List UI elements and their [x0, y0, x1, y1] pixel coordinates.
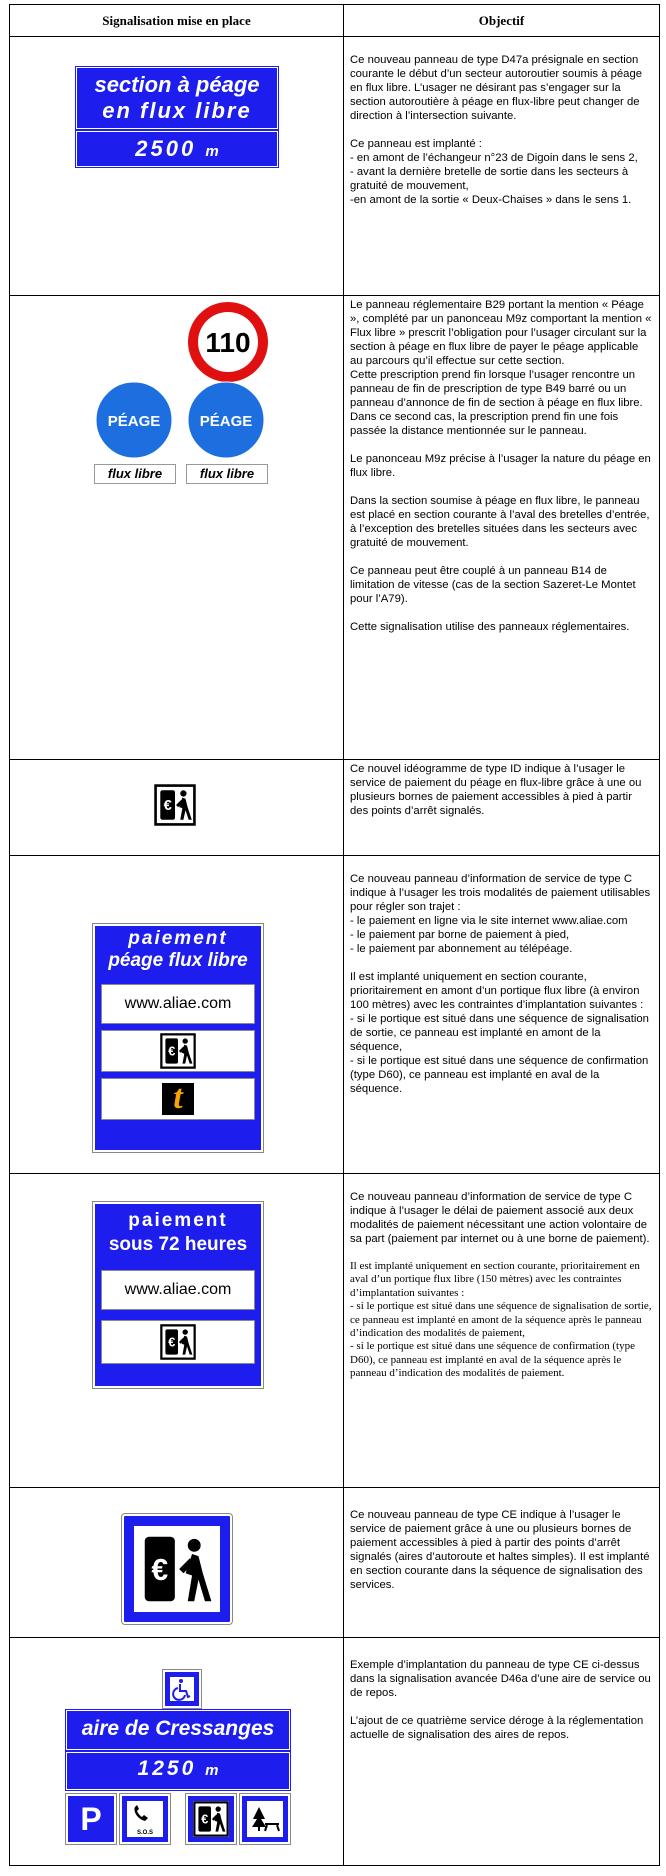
objectif-paragraph: Ce panneau peut être couplé à un panneau B14 de limitation de vitesse (cas de la section Sazeret-Le Montet pour l’A79). [350, 565, 636, 605]
objectif-paragraph: Il est implanté uniquement en section courante, prioritairement en aval d’un portique flux libre (150 mètres) avec les contraintes d’implantation suivantes : - si le portique est situé dans une séquence de signalisation de sortie, ce panneau est implanté en amont de la séquence après le panneau d’indication des modalités de paiement, - si le portique est situé dans une séquence de confirmation (type D60), ce panneau est implanté en aval de la séquence après le panneau d’indication des modalités de paiement. [350, 1260, 652, 1380]
header-signalisation: Signalisation mise en place [10, 5, 344, 37]
table-row [10, 296, 660, 760]
accessibility-sign [163, 1670, 201, 1708]
sign-cell-c-72h [10, 1174, 344, 1488]
c-paiement-line1: paiement [128, 928, 228, 949]
table-row [10, 1174, 660, 1488]
url-text: www.aliae.com [124, 1281, 232, 1298]
d47a-line2: en flux libre [102, 98, 252, 123]
flux-libre-label: flux libre [199, 466, 255, 481]
picnic-service-sign [240, 1794, 290, 1844]
url-box [101, 1270, 255, 1310]
objectif-paragraph: Le panneau réglementaire B29 portant la mention « Péage », complété par un panonceau M9z comportant la mention « Flux libre » prescrit l’obligation pour l’usager circulant sur la section à péage en flux libre de payer le péage applicable au parcours qu’il effectue sur cette section. Cette prescription prend fin lorsque l’usager rencontre un panneau de fin de prescription de type B49 barré ou un panneau d’annonce de fin de section à péage en flux libre. Dans ce second cas, la prescription prend fin une fois passée la distance mentionnée sur le panneau. [350, 299, 652, 437]
table-row [10, 37, 660, 296]
speed-limit-110-sign [186, 300, 270, 384]
pay-inner [193, 1801, 229, 1837]
ce-sign-inner [134, 1526, 220, 1612]
d46a-name-plate [66, 1710, 290, 1750]
table-header-row [10, 5, 660, 37]
sos-service-sign [120, 1794, 170, 1844]
d46a-distance-plate [66, 1752, 290, 1790]
d47a-sign-top [76, 67, 278, 129]
c-72h-line2: sous 72 heures [108, 1234, 248, 1255]
pay-terminal-ideogram-icon [160, 1033, 196, 1069]
d47a-distance-line [77, 136, 277, 162]
objectif-paragraph: Ce nouveau panneau de type D47a présignale en section courante le début d’un secteur autoroutier soumis à péage en flux libre. L’usager ne désirant pas s’engager sur la section autoroutière à péage en flux-libre peut changer de direction à l’intersection suivante. [350, 54, 643, 122]
objectif-cell [344, 1174, 660, 1488]
picnic-inner [247, 1801, 283, 1837]
c-72h-sign [93, 1202, 263, 1388]
pay-terminal-ideogram-icon [193, 1801, 229, 1837]
wheelchair-icon [170, 1677, 194, 1701]
pay-service-sign [186, 1794, 236, 1844]
accessibility-inner [170, 1677, 194, 1701]
objectif-cell [344, 1488, 660, 1638]
ce-sign [122, 1514, 232, 1624]
parking-letter: P [80, 1801, 102, 1837]
sos-label: S.O.S [136, 1830, 153, 1836]
objectif-paragraph: Ce nouveau panneau d’information de service de type C indique à l’usager les trois modalités de paiement utilisables pour régler son trajet : - le paiement en ligne via le site internet www.aliae.com - le paiement par borne de paiement à pied, - le paiement par abonnement au télépéage. [350, 873, 651, 955]
pay-terminal-ideogram-icon [160, 1324, 196, 1360]
sign-cell-c-paiement [10, 856, 344, 1174]
sign-cell-d47a [10, 37, 344, 296]
objectif-cell [344, 37, 660, 296]
telepeage-t-icon [162, 1079, 194, 1116]
objectif-cell [344, 296, 660, 760]
table-row [10, 1488, 660, 1638]
objectif-paragraph: Ce nouveau panneau d’information de service de type C indique à l’usager le délai de paiement associé aux deux modalités de paiement nécessitant une action volontaire de sa part (paiement par internet ou à une borne de paiement). [350, 1191, 650, 1245]
peage-sign-left [94, 380, 174, 460]
parking-service-sign [66, 1794, 116, 1844]
d47a-sign-distance [76, 131, 278, 167]
svg-text:€: € [151, 1553, 169, 1587]
objectif-paragraph: Dans la section soumise à péage en flux libre, le panneau est placé en section courante à l’aval des bretelles d’entrée, à l’exception des bretelles situées dans les secteurs avec gratuité de mouvement. [350, 495, 650, 549]
m9z-plate-left [94, 464, 176, 484]
d46a-unit: m [205, 1762, 219, 1779]
telepeage-t-letter: t [173, 1079, 183, 1116]
header-objectif: Objectif [344, 5, 660, 37]
objectif-paragraph: Cette signalisation utilise des panneaux réglementaires. [350, 621, 630, 633]
peage-sign-right [186, 380, 266, 460]
d47a-unit: m [205, 143, 219, 160]
ideogram-box [101, 1320, 255, 1364]
objectif-cell [344, 1638, 660, 1866]
flux-libre-label: flux libre [107, 466, 163, 481]
objectif-cell [344, 856, 660, 1174]
objectif-paragraph: Ce panneau est implanté : - en amont de l’échangeur n°23 de Digoin dans le sens 2, - avant la dernière bretelle de sortie dans les secteurs à gratuité de mouvement, -en amont de la sortie « Deux-Chaises » dans le sens 1. [350, 138, 638, 206]
ideogram-box [101, 1030, 255, 1072]
objectif-paragraph: Il est implanté uniquement en section courante, prioritairement en amont d’un portique flux libre (à environ 100 mètres) avec les contraintes d’implantation suivantes : - si le portique est situé dans une séquence de signalisation de sortie, ce panneau est implanté en amont de la séquence, - si le portique est situé dans une séquence de confirmation (type D60), ce panneau est implanté en aval de la séquence. [350, 971, 649, 1095]
d46a-distance-line [67, 1757, 289, 1781]
objectif-paragraph: Ce nouveau panneau de type CE indique à l’usager le service de paiement grâce à une ou plusieurs bornes de paiement accessibles à pied à partir des points d’arrêt signalés (aires d’autoroute et haltes simples). Il est implanté en section courante dans la séquence de signalisation des services. [350, 1509, 650, 1591]
speed-value: 110 [205, 327, 251, 358]
picnic-table-icon [247, 1801, 283, 1837]
d47a-line1: section à péage [94, 72, 260, 97]
c-72h-line1: paiement [128, 1210, 228, 1231]
signalisation-table [9, 4, 660, 1866]
objectif-paragraph: Ce nouvel idéogramme de type ID indique à l’usager le service de paiement du péage en flux-libre grâce à une ou plusieurs bornes de paiement accessibles à pied à partir des points d’arrêt signalés. [350, 763, 642, 817]
table-row [10, 856, 660, 1174]
telepeage-box [101, 1078, 255, 1120]
d47a-distance: 2500 [135, 136, 197, 161]
aire-name: aire de Cressanges [81, 1717, 275, 1740]
phone-icon [127, 1801, 163, 1827]
pay-terminal-icon [134, 1526, 220, 1612]
sos-inner [127, 1801, 163, 1837]
sign-cell-ce [10, 1488, 344, 1638]
sign-cell-id [10, 760, 344, 856]
objectif-cell [344, 760, 660, 856]
c-paiement-sign [93, 924, 263, 1152]
sign-cell-b29 [10, 296, 344, 760]
peage-label: PÉAGE [199, 413, 253, 430]
pay-terminal-ideogram-icon [154, 784, 196, 826]
table-row [10, 760, 660, 856]
d46a-distance: 1250 [137, 1757, 197, 1780]
sign-cell-d46a [10, 1638, 344, 1866]
objectif-paragraph: Exemple d’implantation du panneau de type CE ci-dessus dans la signalisation avancée D46a d’une aire de service ou de repos. [350, 1659, 651, 1699]
url-text: www.aliae.com [124, 995, 232, 1012]
objectif-paragraph: L’ajout de ce quatrième service déroge à la réglementation actuelle de signalisation des aires de repos. [350, 1715, 644, 1741]
objectif-paragraph: Le panonceau M9z précise à l’usager la nature du péage en flux libre. [350, 453, 651, 479]
url-box [101, 984, 255, 1024]
m9z-plate-right [186, 464, 268, 484]
peage-label: PÉAGE [107, 413, 161, 430]
c-paiement-line2: péage flux libre [108, 950, 248, 971]
table-row [10, 1638, 660, 1866]
